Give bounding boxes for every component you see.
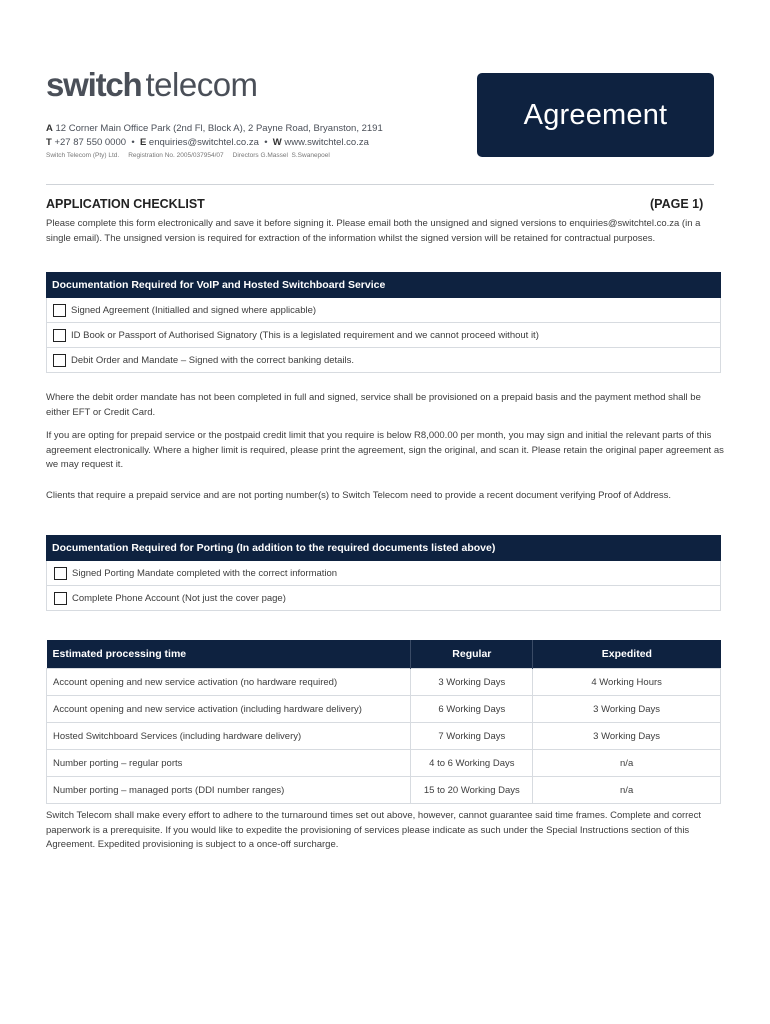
checkbox[interactable] <box>53 329 66 342</box>
regular-cell: 15 to 20 Working Days <box>411 777 533 804</box>
intro-paragraph: Please complete this form electronically and save it before signing it. Please email both the unsigned and signed versions to enquiries@switchtel.co.za (in a single email). The unsigned version is required for extraction of the information whilst the signed version will be retained for contractual purposes. <box>46 218 701 244</box>
page-title: APPLICATION CHECKLIST <box>46 197 205 211</box>
checklist-item[interactable] <box>46 348 721 373</box>
agreement-badge-label: Agreement <box>523 98 668 131</box>
logo-bold-text: switch <box>46 66 142 103</box>
regular-cell: 3 Working Days <box>411 669 533 696</box>
service-cell: Number porting – managed ports (DDI number ranges) <box>47 777 411 804</box>
column-header: Regular <box>411 640 533 669</box>
page-number: (PAGE 1) <box>650 197 704 211</box>
table-row <box>47 723 721 750</box>
service-cell: Account opening and new service activation (no hardware required) <box>47 669 411 696</box>
regular-cell: 7 Working Days <box>411 723 533 750</box>
expedited-cell: n/a <box>533 777 721 804</box>
proof-of-address-note: Clients that require a prepaid service and are not porting number(s) to Switch Telecom need to provide a recent document verifying Proof of Address. <box>46 490 672 501</box>
table-header-row <box>47 640 721 669</box>
porting-section-heading: Documentation Required for Porting (In addition to the required documents listed above) <box>46 535 721 561</box>
checklist-item-label: Signed Porting Mandate completed with the correct information <box>72 567 338 579</box>
expedited-cell: n/a <box>533 750 721 777</box>
email-label: E <box>139 137 147 148</box>
checklist-item[interactable] <box>46 561 721 586</box>
checklist-item-label: ID Book or Passport of Authorised Signatory (This is a legislated requirement and we cannot proceed without it) <box>71 329 539 341</box>
checklist-item[interactable] <box>46 298 721 323</box>
checkbox[interactable] <box>53 304 66 317</box>
checklist-item-label: Signed Agreement (Initialled and signed where applicable) <box>71 304 317 316</box>
separator: • <box>131 137 135 148</box>
checkbox[interactable] <box>53 354 66 367</box>
table-row <box>47 696 721 723</box>
email-link[interactable]: enquiries@switchtel.co.za <box>148 137 259 148</box>
checklist-item[interactable] <box>46 323 721 348</box>
checklist-item-label: Complete Phone Account (Not just the cover page) <box>72 592 286 604</box>
regular-cell: 4 to 6 Working Days <box>411 750 533 777</box>
column-header: Estimated processing time <box>47 640 411 669</box>
expedited-cell: 4 Working Hours <box>533 669 721 696</box>
checkbox[interactable] <box>54 592 67 605</box>
agreement-badge <box>477 73 714 157</box>
service-cell: Account opening and new service activation (including hardware delivery) <box>47 696 411 723</box>
logo-light-text: telecom <box>145 66 258 103</box>
debit-order-note: Where the debit order mandate has not been completed in full and signed, service shall be provisioned on a prepaid basis and the payment method shall be either EFT or Credit Card. <box>46 392 701 418</box>
processing-time-table <box>46 640 721 804</box>
checklist-item[interactable] <box>46 586 721 611</box>
address-line <box>46 123 383 134</box>
tel-label: T <box>46 137 52 148</box>
service-cell: Hosted Switchboard Services (including hardware delivery) <box>47 723 411 750</box>
company-registration: Switch Telecom (Pty) Ltd. Registration No. 2005/037954/07 Directors G.Massel S.Swanepoel <box>46 152 330 159</box>
prepaid-note: If you are opting for prepaid service or the postpaid credit limit that you require is below R8,000.00 per month, you may sign and initial the relevant parts of this agreement electronically. Where a higher limit is required, please print the agreement, sign the original, and scan it. Please retain the original paper agreement as we may request it. <box>46 430 724 470</box>
table-row <box>47 750 721 777</box>
voip-section-heading: Documentation Required for VoIP and Hosted Switchboard Service <box>46 272 721 298</box>
table-row <box>47 777 721 804</box>
header-divider <box>46 184 714 185</box>
expedited-cell: 3 Working Days <box>533 723 721 750</box>
contact-line <box>46 137 369 148</box>
checklist-item-label: Debit Order and Mandate – Signed with the correct banking details. <box>71 354 355 366</box>
company-logo <box>46 66 258 104</box>
address-text: 12 Corner Main Office Park (2nd Fl, Block A), 2 Payne Road, Bryanston, 2191 <box>55 123 383 134</box>
address-label: A <box>46 123 53 134</box>
checkbox[interactable] <box>54 567 67 580</box>
tel-text: +27 87 550 0000 <box>54 137 127 148</box>
turnaround-footer-note: Switch Telecom shall make every effort to adhere to the turnaround times set out above, however, cannot guarantee said time frames. Complete and correct paperwork is a prerequisite. If you would like to expedite the provisioning of services please indicate as such under the Special Instructions section of this Agreement. Expedited provisioning is subject to a once-off surcharge. <box>46 810 701 850</box>
web-link[interactable]: www.switchtel.co.za <box>284 137 369 148</box>
web-label: W <box>272 137 282 148</box>
separator: • <box>264 137 268 148</box>
regular-cell: 6 Working Days <box>411 696 533 723</box>
table-row <box>47 669 721 696</box>
column-header: Expedited <box>533 640 721 669</box>
service-cell: Number porting – regular ports <box>47 750 411 777</box>
expedited-cell: 3 Working Days <box>533 696 721 723</box>
